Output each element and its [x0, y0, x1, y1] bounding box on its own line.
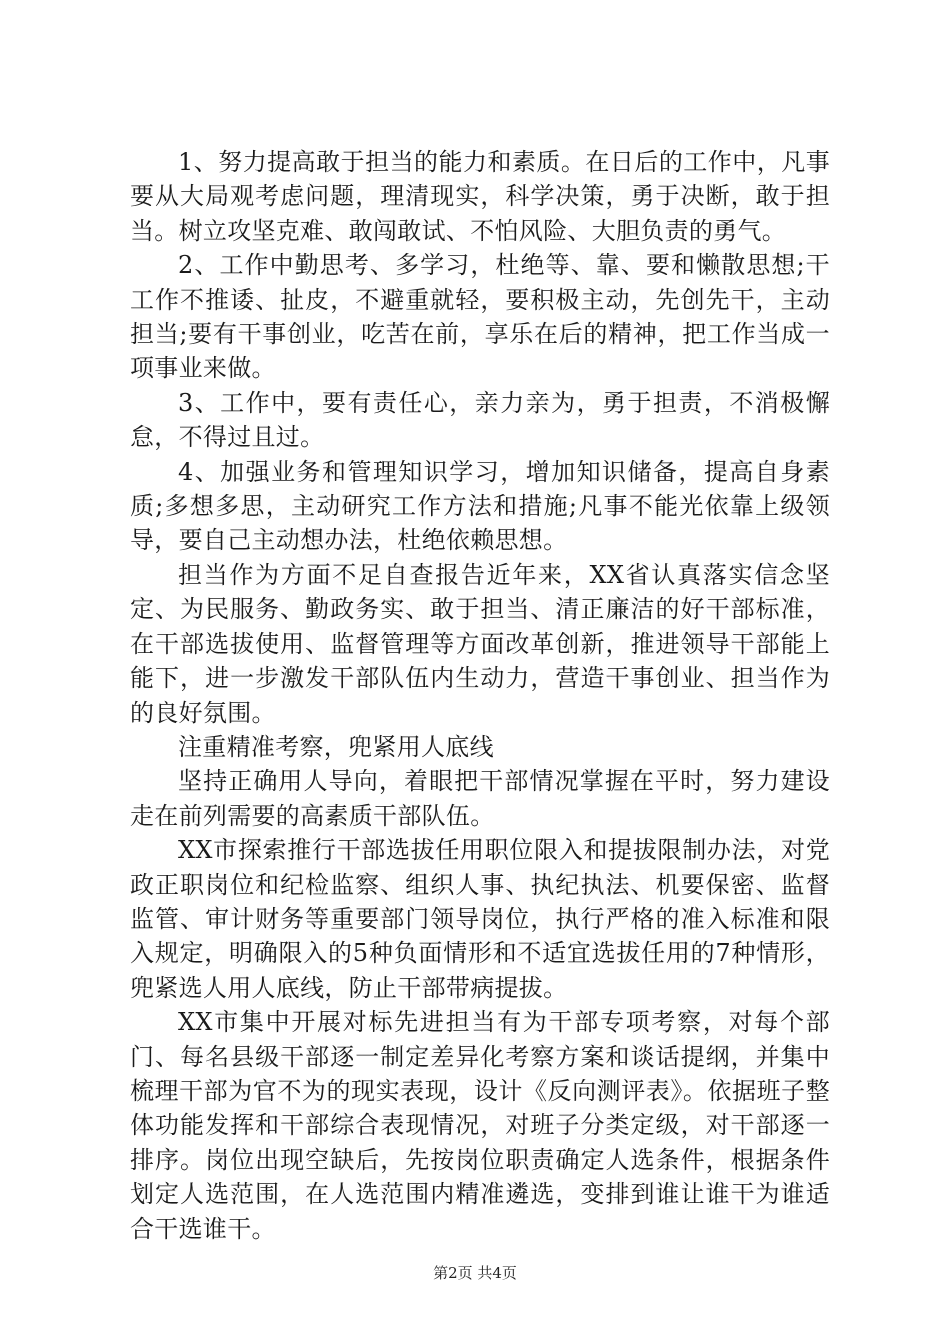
section-heading: 注重精准考察，兜紧用人底线 [178, 732, 494, 761]
paragraph-9: XX市集中开展对标先进担当有为干部专项考察，对每个部门、每名县级干部逐一制定差异化考察方案和谈话提纲，并集中梳理干部为官不为的现实表现，设计《反向测评表》。依据班子整体功能发挥和干部综合表现情况，对班子分类定级，对干部逐一排序。岗位出现空缺后，先按岗位职责确定人选条件，根据条件划定人选范围，在人选范围内精准遴选，变排到谁让谁干为谁适合干选谁干。 [130, 1008, 830, 1243]
paragraph-5: 担当作为方面不足自查报告近年来，XX省认真落实信念坚定、为民服务、勤政务实、敢于担当、清正廉洁的好干部标准，在干部选拔使用、监督管理等方面改革创新，推进领导干部能上能下，进一步激发干部队伍内生动力，营造干事创业、担当作为的良好氛围。 [130, 560, 830, 727]
paragraph-8: XX市探索推行干部选拔任用职位限入和提拔限制办法，对党政正职岗位和纪检监察、组织人事、执纪执法、机要保密、监督监管、审计财务等重要部门领导岗位，执行严格的准入标准和限入规定，明确限入的5种负面情形和不适宜选拔任用的7种情形，兜紧选人用人底线，防止干部带病提拔。 [130, 836, 830, 1002]
paragraph-2: 2、工作中勤思考、多学习，杜绝等、靠、要和懒散思想;干工作不推诿、扯皮，不避重就轻，要积极主动，先创先干，主动担当;要有干事创业，吃苦在前，享乐在后的精神，把工作当成一项事业来做。 [130, 251, 830, 383]
document-body [130, 145, 830, 1246]
paragraph-3: 3、工作中，要有责任心，亲力亲为，勇于担责，不消极懈怠，不得过且过。 [130, 388, 830, 452]
paragraph-4: 4、加强业务和管理知识学习，增加知识储备，提高自身素质;多想多思，主动研究工作方法和措施;凡事不能光依靠上级领导，要自己主动想办法，杜绝依赖思想。 [130, 457, 830, 555]
paragraph-7: 坚持正确用人导向，着眼把干部情况掌握在平时，努力建设走在前列需要的高素质干部队伍。 [130, 767, 830, 830]
page-footer: 第2页 共4页 [433, 1264, 517, 1282]
paragraph-1: 1、努力提高敢于担当的能力和素质。在日后的工作中，凡事要从大局观考虑问题，理清现实，科学决策，勇于决断，敢于担当。树立攻坚克难、敢闯敢试、不怕风险、大胆负责的勇气。 [130, 148, 830, 245]
